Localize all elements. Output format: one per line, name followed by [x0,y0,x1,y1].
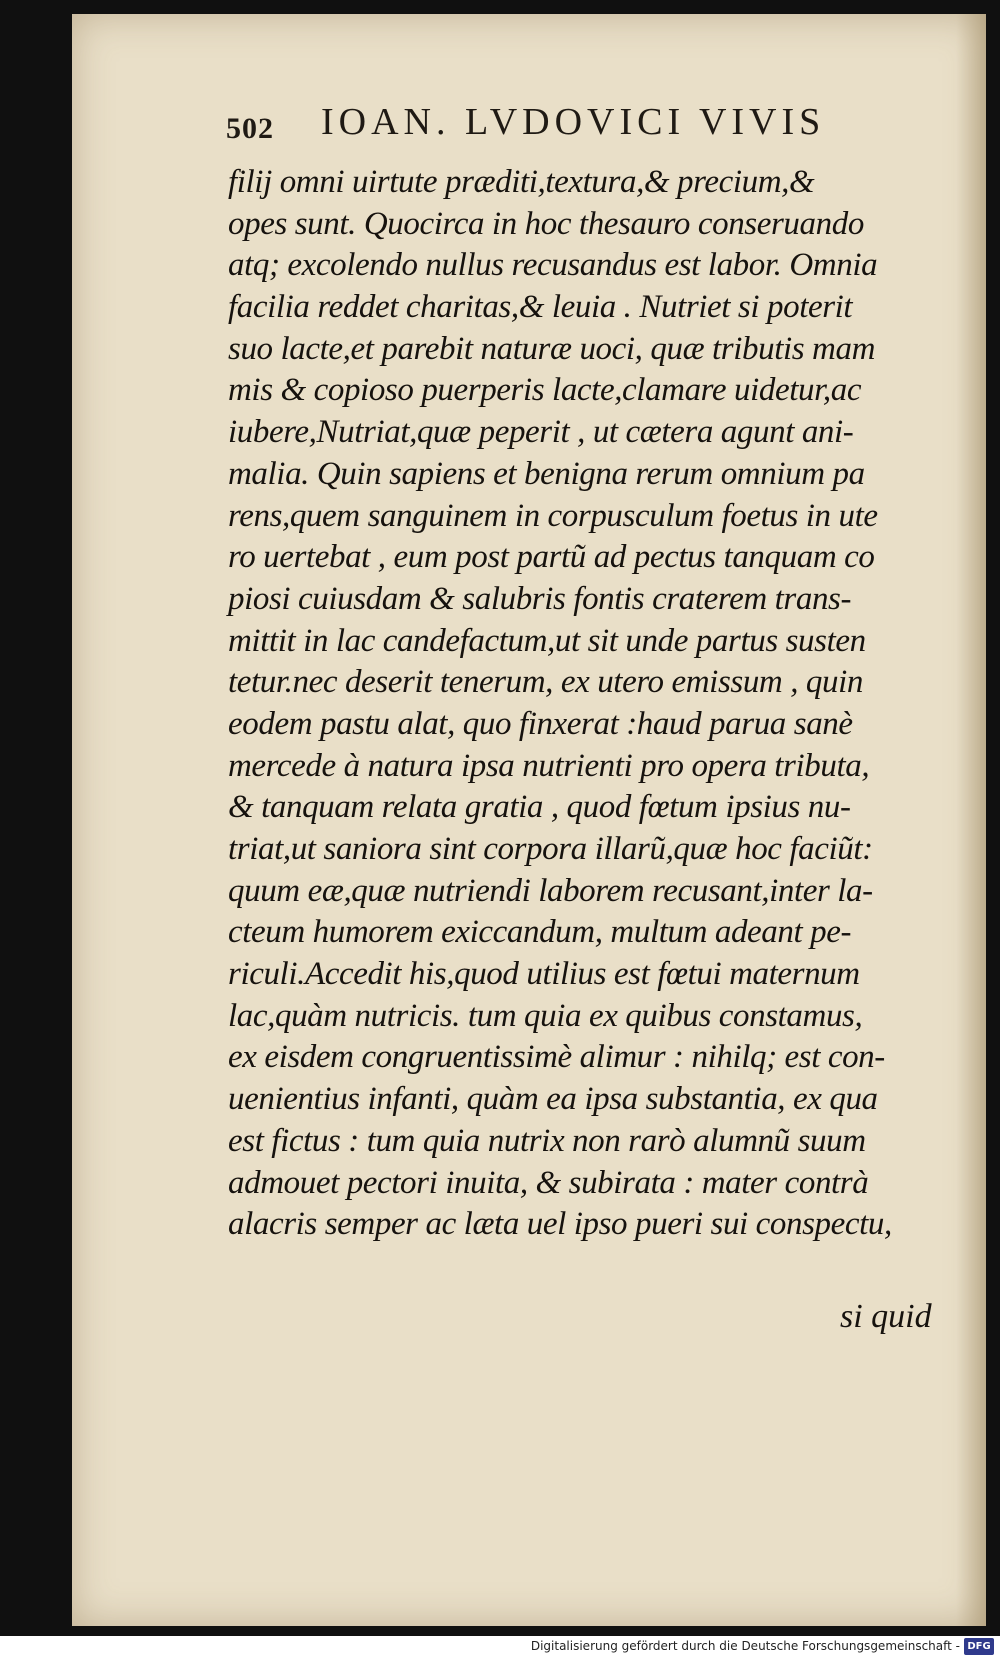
text-line: malia. Quin sapiens et benigna rerum omnium pa [228,455,865,492]
text-line: mittit in lac candefactum,ut sit unde partus susten [228,622,866,659]
text-line: ex eisdem congruentissimè alimur : nihilq; est con- [228,1039,885,1076]
text-line: eodem pastu alat, quo finxerat :haud parua sanè [228,705,853,742]
body-text [228,162,918,1246]
text-line: opes sunt. Quocirca in hoc thesauro conseruando [228,205,864,242]
footer-credit: Digitalisierung gefördert durch die Deutsche Forschungsgemeinschaft - [530,1639,960,1653]
page-edge-shading [956,14,986,1626]
page-header [226,100,886,150]
text-line: triat,ut saniora sint corpora illarũ,quæ hoc faciũt: [228,831,873,867]
digitization-footer [0,1636,1000,1659]
text-line: cteum humorem exiccandum, multum adeant pe- [228,914,852,951]
text-line: quum eæ,quæ nutriendi laborem recusant,inter la- [228,872,873,909]
text-line: est fictus : tum quia nutrix non rarò alumnũ suum [228,1122,866,1159]
catchword: si quid [840,1298,932,1335]
text-line: facilia reddet charitas,& leuia . Nutriet si poterit [228,289,853,326]
text-line: iubere,Nutriat,quæ peperit , ut cætera agunt ani- [228,414,854,451]
text-line: & tanquam relata gratia , quod fœtum ipsius nu- [228,789,851,826]
text-line: admouet pectori inuita, & subirata : mater contrà [228,1164,869,1201]
page-number: 502 [226,112,274,145]
text-line: filij omni uirtute præditi,textura,& precium,& [228,164,815,200]
text-line: piosi cuiusdam & salubris fontis craterem trans- [228,580,852,617]
text-line: lac,quàm nutricis. tum quia ex quibus constamus, [228,997,863,1034]
dfg-logo-icon: DFG [964,1638,994,1655]
text-line: uenientius infanti, quàm ea ipsa substantia, ex qua [228,1081,878,1118]
text-line: mercede à natura ipsa nutrienti pro opera tributa, [228,747,870,784]
text-line: ro uertebat , eum post partũ ad pectus tanquam co [228,539,875,576]
text-line: atq; excolendo nullus recusandus est labor. Omnia [228,247,878,284]
text-line: mis & copioso puerperis lacte,clamare uidetur,ac [228,372,862,409]
text-line: rens,quem sanguinem in corpusculum foetus in ute [228,497,878,534]
text-line: suo lacte,et parebit naturæ uoci, quæ tributis mam [228,330,876,367]
text-line: tetur.nec deserit tenerum, ex utero emissum , quin [228,664,863,701]
running-head: IOAN. LVDOVICI VIVIS [321,101,826,143]
text-line: riculi.Accedit his,quod utilius est fœtui maternum [228,956,860,993]
text-line: alacris semper ac læta uel ipso pueri sui conspectu, [228,1206,892,1243]
